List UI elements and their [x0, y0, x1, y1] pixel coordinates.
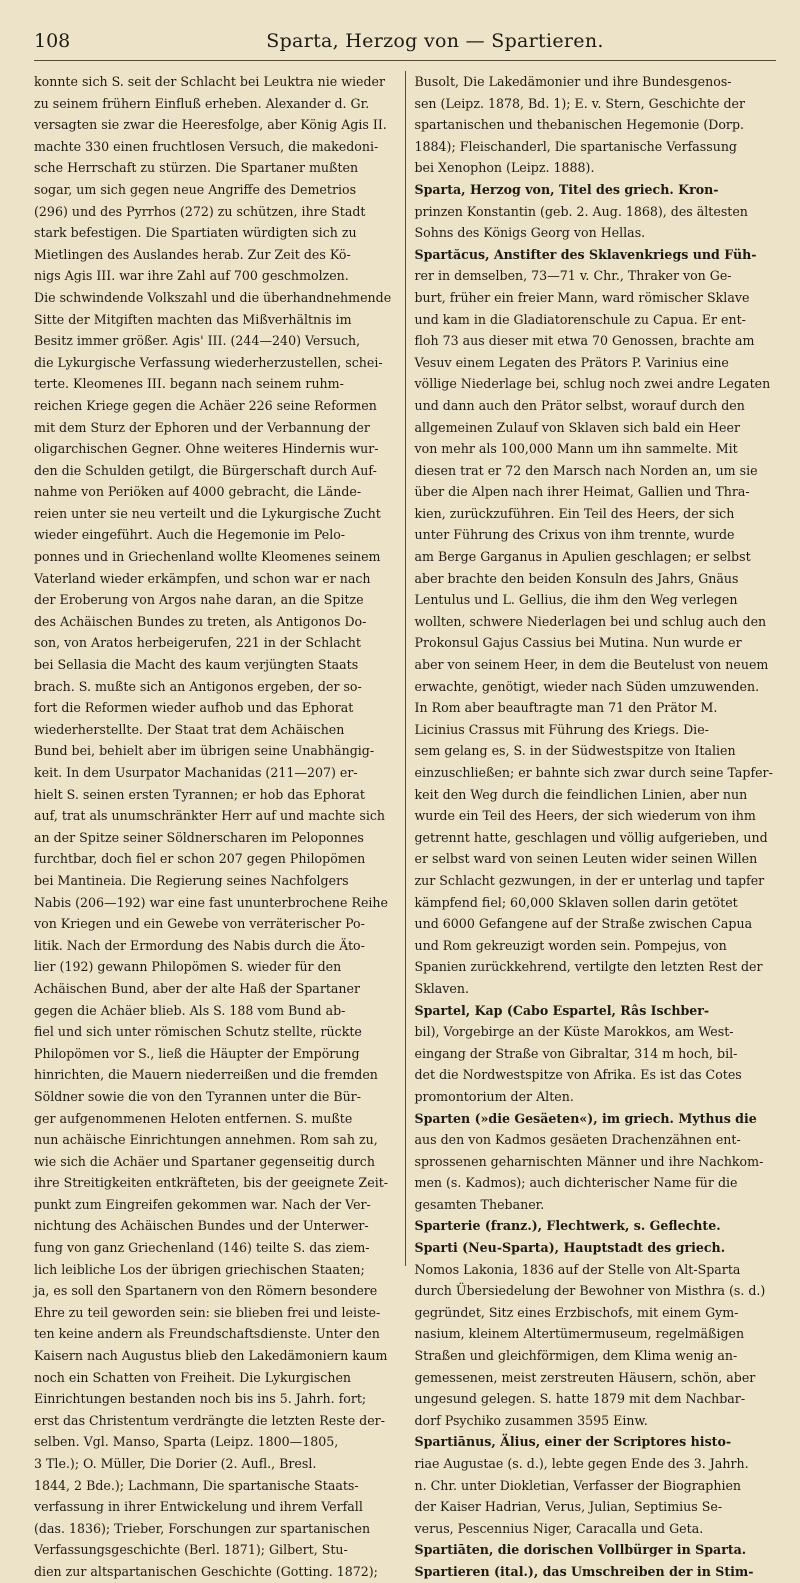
left-column-line: 1844, 2 Bde.); Lachmann, Die spartanische Staats- — [34, 1477, 359, 1493]
left-column-line: litik. Nach der Ermordung des Nabis durch die Äto- — [34, 937, 365, 953]
left-column-line: Einrichtungen bestanden noch bis ins 5. Jahrh. fort; — [34, 1391, 367, 1407]
right-column-line: und 6000 Gefangene auf der Straße zwischen Capua — [414, 916, 753, 932]
left-column-line: nun achäische Einrichtungen annehmen. Rom sah zu, — [34, 1132, 378, 1148]
left-column-line: reichen Kriege gegen die Achäer 226 seine Reformen — [34, 397, 377, 413]
left-column-line: zu seinem frühern Einfluß erheben. Alexander d. Gr. — [34, 95, 370, 111]
right-column-line: rer in demselben, 73—71 v. Chr., Thraker von Ge- — [414, 268, 732, 284]
right-column-line: gesamten Thebaner. — [414, 1196, 545, 1212]
right-column-line: floh 73 aus dieser mit etwa 70 Genossen, brachte am — [414, 333, 755, 349]
right-column-line: spartanischen und thebanischen Hegemonie (Dorp. — [414, 117, 745, 133]
right-column-line: gemessenen, meist zerstreuten Häusern, schön, aber — [414, 1369, 756, 1385]
right-column-line: kien, zurückzuführen. Ein Teil des Heers, der sich — [414, 505, 735, 521]
right-column-line: 1884); Fleischanderl, Die spartanische Verfassung — [414, 138, 737, 154]
left-column-line: fiel und sich unter römischen Schutz stellte, rückte — [34, 1024, 362, 1040]
left-column-line: bei Mantineia. Die Regierung seines Nachfolgers — [34, 872, 349, 888]
right-column-line: Sohns des Königs Georg von Hellas. — [414, 225, 646, 241]
right-column-line: In Rom aber beauftragte man 71 den Prätor M. — [414, 700, 718, 716]
right-column-line: men (s. Kadmos); auch dichterischer Name für die — [414, 1175, 738, 1191]
left-column-line: Kaisern nach Augustus blieb den Lakedämoniern kaum — [34, 1348, 388, 1364]
right-column-line: völlige Niederlage bei, schlug noch zwei andre Legaten — [414, 376, 771, 392]
left-column-line: nichtung des Achäischen Bundes und der Unterwer- — [34, 1218, 369, 1234]
left-column-line: noch ein Schatten von Freiheit. Die Lykurgischen — [34, 1369, 352, 1385]
entry-headword-line: Sparta, Herzog von, Titel des griech. Kron- — [414, 181, 719, 197]
left-column-line: der Eroberung von Argos nahe daran, an die Spitze — [34, 592, 364, 608]
right-column-line: aber brachte den beiden Konsuln des Jahrs, Gnäus — [414, 570, 739, 586]
right-column-line: kämpfend fiel; 60,000 Sklaven sollen darin getötet — [414, 894, 738, 910]
left-column-line: stark befestigen. Die Spartiaten würdigten sich zu — [34, 225, 357, 241]
right-column-line: sem gelang es, S. in der Südwestspitze von Italien — [414, 743, 736, 759]
left-column-line: (296) und des Pyrrhos (272) zu schützen, ihre Stadt — [34, 203, 366, 219]
right-column-line: durch Übersiedelung der Bewohner von Misthra (s. d.) — [414, 1283, 766, 1299]
left-column-line: Mietlingen des Auslandes herab. Zur Zeit des Kö- — [34, 246, 351, 262]
left-column-line: sche Herrschaft zu stürzen. Die Spartaner mußten — [34, 160, 359, 176]
right-column-line: Lentulus und L. Gellius, die ihm den Weg verlegen — [414, 592, 738, 608]
right-column-line: aber von seinem Heer, in dem die Beutelust von neuem — [414, 657, 769, 673]
left-column-line: mit dem Sturz der Ephoren und der Verbannung der — [34, 419, 370, 435]
right-column-line: zur Schlacht gezwungen, in der er unterlag und tapfer — [414, 872, 765, 888]
left-column-line: keit. In dem Usurpator Machanidas (211—207) er- — [34, 765, 358, 780]
left-column-line: furchtbar, doch fiel er schon 207 gegen Philopömen — [34, 851, 366, 867]
left-column-line: ger aufgenommenen Heloten entfernen. S. mußte — [34, 1110, 353, 1126]
left-column-line: bei Sellasia die Macht des kaum verjüngten Staats — [34, 657, 359, 673]
running-head: Sparta, Herzog von — Spartieren. — [266, 30, 604, 52]
left-column-line: erst das Christentum verdrängte die letzten Reste der- — [34, 1412, 385, 1428]
right-column-line: wurde ein Teil des Heers, der sich wiederum von ihm — [414, 808, 756, 824]
right-column-line: ungesund gelegen. S. hatte 1879 mit dem Nachbar- — [414, 1391, 746, 1407]
right-column-line: verus, Pescennius Niger, Caracalla und Geta. — [414, 1520, 704, 1536]
right-column-line: riae Augustae (s. d.), lebte gegen Ende des 3. Jahrh. — [414, 1456, 749, 1471]
left-column-line: oligarchischen Gegner. Ohne weiteres Hindernis wur- — [34, 441, 379, 457]
left-column-line: lich leibliche Los der übrigen griechischen Staaten; — [34, 1261, 365, 1277]
right-column-line: und dann auch den Prätor selbst, worauf durch den — [414, 397, 745, 413]
left-column-line: selben. Vgl. Manso, Sparta (Leipz. 1800—1805, — [34, 1434, 339, 1450]
right-column-line: Licinius Crassus mit Führung des Kriegs. Die- — [414, 721, 709, 737]
left-column-line: wiederherstellte. Der Staat trat dem Achäischen — [34, 721, 345, 737]
right-column-line: unter Führung des Crixus von ihm trennte, wurde — [414, 527, 735, 543]
left-column-line: Verfassungsgeschichte (Berl. 1871); Gilbert, Stu- — [34, 1542, 348, 1558]
left-column-line: Söldner sowie die von den Tyrannen unter die Bür- — [34, 1088, 361, 1104]
right-column-line: keit den Weg durch die feindlichen Linien, aber nun — [414, 786, 748, 802]
right-column-line: prinzen Konstantin (geb. 2. Aug. 1868), des ältesten — [414, 203, 748, 219]
left-column-line: von Kriegen und ein Gewebe von verräterischer Po- — [34, 916, 365, 932]
left-column-line: versagten sie zwar die Heeresfolge, aber König Agis II. — [34, 117, 387, 133]
page-header — [34, 30, 776, 61]
left-column-line: dien zur altspartanischen Geschichte (Gotting. 1872); — [34, 1563, 378, 1579]
left-column-line: brach. S. mußte sich an Antigonos ergeben, der so- — [34, 678, 362, 694]
right-column-line: er selbst ward von seinen Leuten wider seinen Willen — [414, 851, 758, 867]
right-column-line: über die Alpen nach ihrer Heimat, Gallien und Thra- — [414, 484, 750, 500]
entry-headword-line: Spartăcus, Anstifter des Sklavenkriegs und Füh- — [414, 246, 757, 262]
text-columns — [34, 71, 776, 1579]
left-column-line: an der Spitze seiner Söldnerscharen im Peloponnes — [34, 829, 364, 845]
right-column-line: gegründet, Sitz eines Erzbischofs, mit einem Gym- — [414, 1304, 739, 1320]
left-column-line: Bund bei, behielt aber im übrigen seine Unabhängig- — [34, 743, 375, 759]
left-column-line: auf, trat als unumschränkter Herr auf und machte sich — [34, 808, 386, 824]
right-column-line: Sklaven. — [414, 980, 469, 996]
right-column-line: allgemeinen Zulauf von Sklaven sich bald ein Heer — [414, 419, 740, 435]
left-column-line: Ehre zu teil geworden sein: sie blieben frei und leiste- — [34, 1304, 381, 1320]
left-column-line: nahme von Periöken auf 4000 gebracht, die Lände- — [34, 484, 362, 500]
left-column-line: Nabis (206—192) war eine fast ununterbrochene Reihe — [34, 894, 388, 910]
right-column-line: wollten, schwere Niederlagen bei und schlug auch den — [414, 613, 767, 629]
right-column-line: Straßen und gleichförmigen, dem Klima wenig an- — [414, 1348, 738, 1364]
right-column-line: der Kaiser Hadrian, Verus, Julian, Septimius Se- — [414, 1499, 723, 1515]
right-column-line: erwachte, genötigt, wieder nach Süden umzuwenden. — [414, 678, 760, 694]
left-column-line: wie sich die Achäer und Spartaner gegenseitig durch — [34, 1153, 375, 1169]
left-column-line: fung von ganz Griechenland (146) teilte S. das ziem- — [34, 1240, 370, 1256]
right-column-line: einzuschließen; er bahnte sich zwar durch seine Tapfer- — [414, 765, 773, 780]
left-column — [34, 71, 405, 1579]
left-column-line: nigs Agis III. war ihre Zahl auf 700 geschmolzen. — [34, 268, 349, 284]
right-column-line: Busolt, Die Lakedämonier und ihre Bundesgenos- — [414, 74, 732, 89]
left-column-line: ja, es soll den Spartanern von den Römern besondere — [34, 1283, 378, 1299]
left-column-line: Besitz immer größer. Agis' III. (244—240) Versuch, — [34, 333, 361, 349]
right-column-line: Spanien zurückkehrend, vertilgte den letzten Rest der — [414, 959, 763, 975]
right-column-line: von mehr als 100,000 Mann um ihn sammelte. Mit — [414, 441, 738, 457]
right-column-line: dorf Psychiko zusammen 3595 Einw. — [414, 1412, 648, 1428]
right-column-line: Prokonsul Gajus Cassius bei Mutina. Nun wurde er — [414, 635, 742, 651]
left-column-line: (das. 1836); Trieber, Forschungen zur spartanischen — [34, 1520, 371, 1536]
left-column-line: ten keine andern als Freundschaftsdienste. Unter den — [34, 1326, 380, 1342]
right-column-line: Nomos Lakonia, 1836 auf der Stelle von Alt-Sparta — [414, 1261, 741, 1277]
right-column-line: det die Nordwestspitze von Afrika. Es ist das Cotes — [414, 1067, 742, 1083]
right-column-line: und Rom gekreuzigt worden sein. Pompejus, von — [414, 937, 727, 953]
right-column-line: diesen trat er 72 den Marsch nach Norden an, um sie — [414, 462, 758, 478]
left-column-line: die Lykurgische Verfassung wiederherzustellen, schei- — [34, 354, 383, 370]
right-column-line: und kam in die Gladiatorenschule zu Capua. Er ent- — [414, 311, 746, 327]
left-column-line: des Achäischen Bundes zu treten, als Antigonos Do- — [34, 613, 367, 629]
left-column-line: machte 330 einen fruchtlosen Versuch, die makedoni- — [34, 138, 379, 154]
left-column-line: ponnes und in Griechenland wollte Kleomenes seinem — [34, 549, 381, 565]
right-column-line: sprossenen geharnischten Männer und ihre Nachkom- — [414, 1153, 764, 1169]
left-column-line: hinrichten, die Mauern niederreißen und die fremden — [34, 1067, 378, 1083]
page-number: 108 — [34, 30, 71, 52]
left-column-line: son, von Aratos herbeigerufen, 221 in der Schlacht — [34, 635, 361, 651]
right-column — [406, 71, 777, 1579]
left-column-line: den die Schulden getilgt, die Bürgerschaft durch Auf- — [34, 462, 377, 478]
left-column-line: reien unter sie neu verteilt und die Lykurgische Zucht — [34, 505, 381, 521]
right-column-line: n. Chr. unter Diokletian, Verfasser der Biographien — [414, 1477, 742, 1493]
right-column-line: am Berge Garganus in Apulien geschlagen; er selbst — [414, 549, 751, 565]
left-column-line: Die schwindende Volkszahl und die überhandnehmende — [34, 289, 392, 305]
right-column-line: promontorium der Alten. — [414, 1088, 574, 1104]
right-column-line: aus den von Kadmos gesäeten Drachenzähnen ent- — [414, 1132, 741, 1148]
entry-headword-line: Sparten (»die Gesäeten«), im griech. Mythus die — [414, 1110, 757, 1126]
entry-headword-line: Sparti (Neu-Sparta), Hauptstadt des griech. — [414, 1240, 726, 1256]
right-column-line: burt, früher ein freier Mann, ward römischer Sklave — [414, 289, 750, 305]
right-column-line: eingang der Straße von Gibraltar, 314 m hoch, bil- — [414, 1045, 738, 1061]
right-column-line: nasium, kleinem Altertümermuseum, regelmäßigen — [414, 1326, 745, 1342]
left-column-line: gegen die Achäer blieb. Als S. 188 vom Bund ab- — [34, 1002, 346, 1018]
right-column-line: bil), Vorgebirge an der Küste Marokkos, am West- — [414, 1024, 734, 1040]
left-column-line: ihre Streitigkeiten entkräfteten, bis der geeignete Zeit- — [34, 1175, 389, 1191]
left-column-line: Achäischen Bund, aber der alte Haß der Spartaner — [34, 980, 360, 996]
entry-headword-line: Spartel, Kap (Cabo Espartel, Râs Ischber- — [414, 1002, 710, 1018]
right-column-line: bei Xenophon (Leipz. 1888). — [414, 160, 595, 176]
right-column-line: getrennt hatte, geschlagen und völlig aufgerieben, und — [414, 829, 768, 845]
left-column-line: lier (192) gewann Philopömen S. wieder für den — [34, 959, 342, 975]
left-column-line: Sitte der Mitgiften machten das Mißverhältnis im — [34, 311, 352, 327]
left-column-line: Vaterland wieder erkämpfen, und schon war er nach — [34, 570, 371, 586]
left-column-line: verfassung in ihrer Entwickelung und ihrem Verfall — [34, 1499, 363, 1515]
left-column-line: 3 Tle.); O. Müller, Die Dorier (2. Aufl., Bresl. — [34, 1456, 317, 1471]
left-column-line: Philopömen vor S., ließ die Häupter der Empörung — [34, 1045, 360, 1061]
left-column-line: terte. Kleomenes III. begann nach seinem ruhm- — [34, 376, 344, 392]
entry-headword-line: Spartieren (ital.), das Umschreiben der in Stim- — [414, 1563, 754, 1579]
left-column-line: punkt zum Eingreifen gekommen war. Nach der Ver- — [34, 1196, 371, 1212]
entry-headword-line: Sparterie (franz.), Flechtwerk, s. Geflechte. — [414, 1218, 721, 1234]
left-column-line: hielt S. seinen ersten Tyrannen; er hob das Ephorat — [34, 786, 365, 802]
right-column-line: sen (Leipz. 1878, Bd. 1); E. v. Stern, Geschichte der — [414, 95, 746, 111]
right-column-line: Vesuv einem Legaten des Prätors P. Varinius eine — [414, 354, 729, 370]
left-column-line: sogar, um sich gegen neue Angriffe des Demetrios — [34, 181, 357, 197]
entry-headword-line: Spartiānus, Älius, einer der Scriptores histo- — [414, 1434, 732, 1450]
left-column-line: konnte sich S. seit der Schlacht bei Leuktra nie wieder — [34, 74, 385, 89]
entry-headword-line: Spartiāten, die dorischen Vollbürger in Sparta. — [414, 1542, 747, 1558]
left-column-line: fort die Reformen wieder aufhob und das Ephorat — [34, 700, 354, 716]
left-column-line: wieder eingeführt. Auch die Hegemonie im Pelo- — [34, 527, 346, 543]
